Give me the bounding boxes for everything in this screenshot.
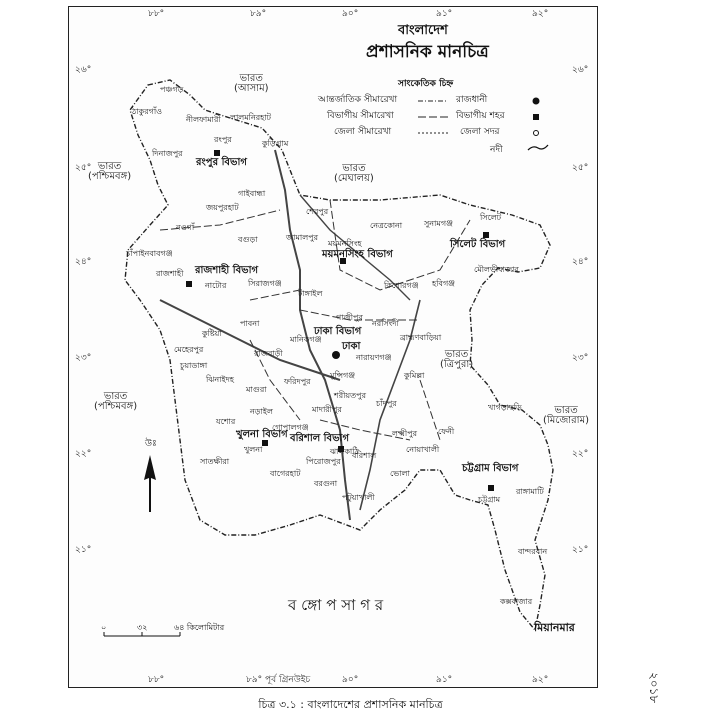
city-khulna-marker [262,440,268,446]
district-label: বগুড়া [238,235,258,244]
district-label: রংপুর [214,135,232,144]
country-mizoram: ভারত (মিজোরাম) [543,405,590,426]
tick-right: ২৬° [572,65,589,75]
country-tripura: ভারত (ত্রিপুরা) [440,349,474,370]
district-label: জয়পুরহাট [206,203,239,212]
district-label: খুলনা [244,445,263,454]
district-label: কুমিল্লা [404,371,425,380]
district-label: চাঁদপুর [376,399,397,408]
district-label: সিলেট [480,213,502,222]
legend-capital-label: রাজধানী [456,95,488,105]
city-rajshahi-marker [186,281,192,287]
division-mymensingh: ময়মনসিংহ বিভাগ [322,249,393,260]
district-label: বাগেরহাট [270,469,301,478]
district-label: রাজবাড়ী [254,349,283,358]
district-label: যশোর [216,417,236,426]
district-label: গোপালগঞ্জ [272,423,309,432]
capital-dhaka-marker [332,351,340,359]
country-meghalaya: ভারত (মেঘালয়) [334,163,374,184]
district-label: গাজীপুর [336,313,363,322]
legend-division-city-symbol [533,114,539,120]
district-label: ঝিনাইদহ [206,375,235,384]
district-label: নরসিংদী [372,319,399,328]
legend-div-label: বিভাগীয় সীমারেখা [327,111,394,121]
district-label: নওগাঁ [176,223,195,232]
tick-left: ২৪° [75,257,92,267]
legend-division-city-label: বিভাগীয় শহর [456,111,505,121]
tick-top: ৮৯° [250,9,267,19]
tick-top: ৯০° [342,9,359,19]
tick-left: ২৫° [75,163,92,173]
scale-label-32: ৩২ [137,623,148,632]
tick-bottom: ৯০° [342,675,359,685]
district-label: বরিশাল [352,451,377,460]
district-label: খাগড়াছড়ি [488,403,522,412]
city-chattogram-marker [488,485,494,491]
district-label: সিরাজগঞ্জ [248,279,282,288]
legend-river-symbol [528,145,548,150]
district-label: মুন্সিগঞ্জ [330,371,356,380]
tick-top: ৯১° [436,9,453,19]
tick-right: ২৫° [572,163,589,173]
tick-top: ৮৮° [148,9,165,19]
district-label: কক্সবাজার [500,597,533,606]
district-label: মেহেরপুর [174,345,204,354]
district-label: মাগুরা [246,385,267,394]
map-subtitle: প্রশাসনিক মানচিত্র [366,42,489,62]
district-label: চট্টগ্রাম [478,495,501,504]
district-label: ভোলা [390,469,410,478]
district-label: লালমনিরহাট [230,113,272,122]
district-label: কুড়িগ্রাম [262,139,289,148]
tick-left: ২৩° [75,353,92,363]
compass-arrow-icon [144,455,156,512]
legend-capital-symbol [533,98,540,105]
district-label: নেত্রকোনা [370,221,403,230]
tick-bottom: ৮৯° পূর্ব গ্রিনউইচ [246,675,311,685]
district-label: পটুয়াখালী [342,493,375,502]
tick-top: ৯২° [532,9,549,19]
scale-label-64: ৬৪ কিলোমিটার [174,623,225,632]
tick-bottom: ৮৮° [148,675,165,685]
city-rangpur-marker [214,150,220,156]
district-label: রাজশাহী [156,269,184,278]
division-rangpur: রংপুর বিভাগ [196,157,247,168]
capital-dhaka: ঢাকা [342,341,361,352]
compass-label: উঃ [145,439,157,449]
district-label: বরগুনা [314,479,338,488]
tick-right: ২১° [572,545,589,555]
district-label: নাটোর [205,281,227,290]
district-label: পঞ্চগড় [160,85,184,94]
legend-intl-label: আন্তর্জাতিক সীমারেখা [318,95,398,105]
division-sylhet: সিলেট বিভাগ [450,239,506,250]
district-label: ব্রাহ্মণবাড়িয়া [400,333,442,342]
district-label: মৌলভীবাজার [474,265,519,274]
map-title: বাংলাদেশ [398,23,448,38]
bay-of-bengal: ব ঙ্গো প সা গ র [288,596,384,614]
division-rajshahi: রাজশাহী বিভাগ [195,265,259,276]
district-label: কিশোরগঞ্জ [384,281,419,290]
district-label: নড়াইল [250,407,273,416]
district-label: ময়মনসিংহ [328,239,362,248]
country-assam: ভারত (আসাম) [234,73,269,94]
district-label: চুয়াডাঙ্গা [180,361,208,370]
division-dhaka: ঢাকা বিভাগ [314,326,362,337]
district-label: নারায়ণগঞ্জ [356,353,392,362]
legend-dist-label: জেলা সীমারেখা [334,127,392,137]
country-myanmar: মিয়ানমার [534,621,575,634]
district-label: ফরিদপুর [284,377,311,386]
tick-bottom: ৯২° [532,675,549,685]
district-label: সুনামগঞ্জ [424,219,453,228]
district-label: সাতক্ষীরা [200,457,230,466]
district-label: চাঁপাইনবাবগঞ্জ [126,249,173,258]
tick-left: ২৬° [75,65,92,75]
district-label: নোয়াখালী [406,445,440,454]
district-label: ঝালকাঠি [330,447,359,456]
district-label: লক্ষ্মীপুর [392,429,418,438]
legend-river-label: নদী [490,145,503,155]
district-label: জামালপুর [286,233,319,242]
district-label: টাঙ্গাইল [298,289,323,298]
figure-caption: চিত্র ৩.১ : বাংলাদেশের প্রশাসনিক মানচিত্র [258,698,443,711]
division-barishal: বরিশাল বিভাগ [290,433,350,444]
district-label: কুষ্টিয়া [202,329,222,338]
tick-right: ২২° [572,449,589,459]
district-label: মানিকগঞ্জ [290,335,322,344]
district-label: রাঙ্গামাটি [516,487,544,496]
district-label: মাদারীপুর [312,405,342,414]
district-label: পিরোজপুর [306,457,341,466]
tick-left: ২১° [75,545,92,555]
tick-left: ২২° [75,449,92,459]
tick-right: ২৩° [572,353,589,363]
scale-label-0: ০ [101,623,107,632]
district-label: ফেনী [438,427,455,436]
division-chattogram: চট্টগ্রাম বিভাগ [462,463,519,474]
district-label: হবিগঞ্জ [432,279,456,288]
country-wb-north: ভারত (পশ্চিমবঙ্গ) [88,161,132,182]
district-label: বান্দরবান [518,547,548,556]
legend-district-hq-label: জেলা সদর [460,127,500,137]
legend-heading: সাংকেতিক চিহ্ন [398,79,454,89]
division-khulna: খুলনা বিভাগ [236,429,288,440]
district-label: দিনাজপুর [152,149,183,158]
district-label: শরীয়তপুর [334,391,366,400]
district-label: ঠাকুরগাঁও [132,107,163,116]
city-sylhet-marker [483,232,489,238]
tick-bottom: ৯১° [436,675,453,685]
district-label: গাইবান্ধা [238,189,266,198]
district-label: নীলফামারী [186,115,221,124]
page-number: ২০১৮ [647,672,661,704]
tick-right: ২৪° [572,257,589,267]
country-wb-south: ভারত (পশ্চিমবঙ্গ) [94,391,138,412]
district-label: পাবনা [240,319,260,328]
legend-district-hq-symbol [534,131,539,136]
district-label: শেরপুর [306,207,329,216]
